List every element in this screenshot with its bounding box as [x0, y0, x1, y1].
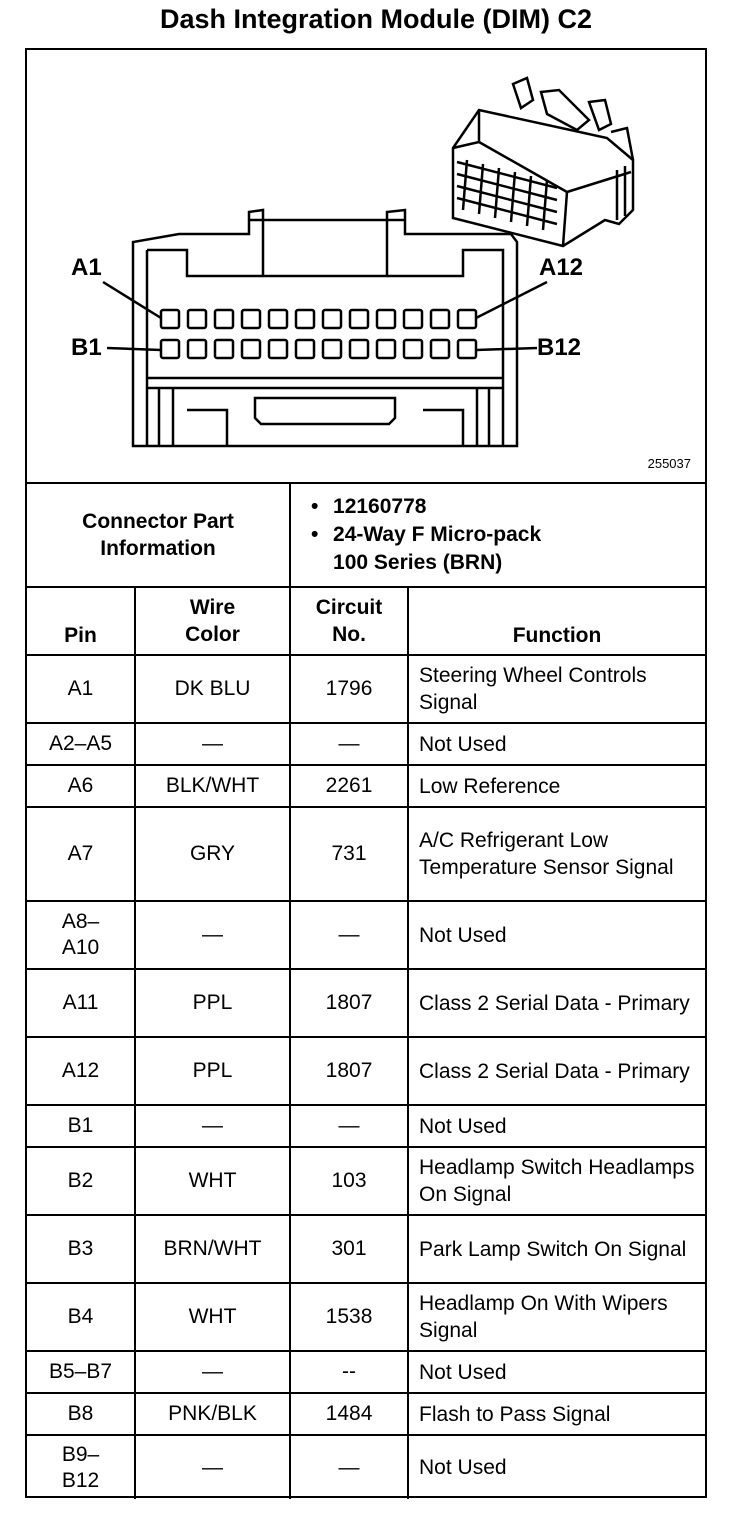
figure-reference-number: 255037	[647, 456, 691, 471]
wire-color-cell: PNK/BLK	[135, 1393, 290, 1435]
table-row	[27, 655, 705, 723]
wire-color-cell: PPL	[135, 1037, 290, 1105]
table-row	[27, 1351, 705, 1393]
table-row	[27, 969, 705, 1037]
connector-type	[311, 521, 705, 549]
connector-type-cont	[333, 549, 705, 577]
wire-color-cell: DK BLU	[135, 655, 290, 723]
pinout-table	[27, 482, 705, 1499]
cavity-a1	[161, 310, 179, 328]
table-row	[27, 1435, 705, 1499]
table-row	[27, 765, 705, 807]
function-cell: Not Used	[408, 1351, 705, 1393]
connector-diagram	[27, 50, 705, 484]
cavity-a11	[431, 310, 449, 328]
pin-cell: B1	[27, 1105, 135, 1147]
cavity-a6	[296, 310, 314, 328]
wire-color-cell: BLK/WHT	[135, 765, 290, 807]
circuit-cell: 731	[290, 807, 408, 901]
page-title: Dash Integration Module (DIM) C2	[160, 4, 592, 34]
circuit-cell: 301	[290, 1215, 408, 1283]
label-a1: A1	[71, 254, 102, 281]
function-cell: Headlamp On With Wipers Signal	[408, 1283, 705, 1351]
circuit-cell: 2261	[290, 765, 408, 807]
table-row	[27, 1215, 705, 1283]
wire-color-cell: WHT	[135, 1147, 290, 1215]
circuit-cell: —	[290, 901, 408, 969]
connector-info-label: Connector Part Information	[27, 483, 290, 587]
circuit-cell: 1796	[290, 655, 408, 723]
cavity-a4	[242, 310, 260, 328]
cavity-b3	[215, 340, 233, 358]
table-row	[27, 1105, 705, 1147]
cavity-b10	[404, 340, 422, 358]
cavity-a12	[458, 310, 476, 328]
function-cell: Not Used	[408, 1435, 705, 1499]
pin-cell: B3	[27, 1215, 135, 1283]
table-row	[27, 723, 705, 765]
pin-cell: B8	[27, 1393, 135, 1435]
pin-cell	[27, 901, 135, 969]
cavity-b2	[188, 340, 206, 358]
table-row	[27, 1147, 705, 1215]
circuit-cell: —	[290, 723, 408, 765]
cavity-b7	[323, 340, 341, 358]
cavity-a5	[269, 310, 287, 328]
bullet: •	[311, 495, 319, 518]
pin-text: B9–B12	[61, 1442, 100, 1492]
pin-cell: A2–A5	[27, 723, 135, 765]
cavity-a8	[350, 310, 368, 328]
pin-cell: A6	[27, 765, 135, 807]
circuit-cell: 1807	[290, 969, 408, 1037]
wire-color-cell: PPL	[135, 969, 290, 1037]
connector-sheet	[25, 48, 707, 1498]
leader-b12	[476, 348, 537, 350]
bullet: •	[311, 523, 319, 546]
wire-color-cell: —	[135, 1105, 290, 1147]
connector-part-number	[311, 493, 705, 521]
pin-cell: A12	[27, 1037, 135, 1105]
wire-color-cell: —	[135, 1351, 290, 1393]
connector-face-drawing	[27, 50, 705, 482]
cavity-a2	[188, 310, 206, 328]
pin-cell: A1	[27, 655, 135, 723]
connector-info-row	[27, 483, 705, 587]
label-b1: B1	[71, 334, 102, 361]
cavity-b12	[458, 340, 476, 358]
function-cell: A/C Refrigerant Low Temperature Sensor Signal	[408, 807, 705, 901]
header-circuit-text: Circuit No.	[315, 596, 383, 646]
circuit-cell: —	[290, 1105, 408, 1147]
cavity-a9	[377, 310, 395, 328]
cavity-b11	[431, 340, 449, 358]
circuit-cell: —	[290, 1435, 408, 1499]
pin-cell: A11	[27, 969, 135, 1037]
cavity-b6	[296, 340, 314, 358]
circuit-cell: 1807	[290, 1037, 408, 1105]
header-circuit-no	[290, 587, 408, 655]
cavity-b1	[161, 340, 179, 358]
connector-info-details	[290, 483, 705, 587]
connector-3d-illustration	[453, 78, 633, 246]
function-cell: Not Used	[408, 1105, 705, 1147]
pin-cell: B5–B7	[27, 1351, 135, 1393]
table-header-row	[27, 587, 705, 655]
circuit-cell: --	[290, 1351, 408, 1393]
cavity-b5	[269, 340, 287, 358]
function-cell: Not Used	[408, 901, 705, 969]
wire-color-cell: WHT	[135, 1283, 290, 1351]
pin-text: A8–A10	[61, 910, 100, 959]
pin-cell: B4	[27, 1283, 135, 1351]
wire-color-cell: —	[135, 901, 290, 969]
table-row	[27, 1393, 705, 1435]
wire-color-cell: —	[135, 1435, 290, 1499]
connector-type-line1: 24-Way F Micro-pack	[333, 523, 542, 546]
label-a12: A12	[539, 254, 584, 281]
circuit-cell: 1538	[290, 1283, 408, 1351]
wire-color-cell: —	[135, 723, 290, 765]
table-row	[27, 807, 705, 901]
function-cell: Class 2 Serial Data - Primary	[408, 969, 705, 1037]
cavity-b4	[242, 340, 260, 358]
function-cell: Low Reference	[408, 765, 705, 807]
header-wire-color-text: Wire Color	[185, 596, 240, 646]
cavity-a3	[215, 310, 233, 328]
table-row	[27, 1037, 705, 1105]
cavity-a10	[404, 310, 422, 328]
header-wire-color	[135, 587, 290, 655]
leader-a12	[476, 282, 547, 318]
cavity-a7	[323, 310, 341, 328]
function-cell: Headlamp Switch Headlamps On Signal	[408, 1147, 705, 1215]
leader-b1	[107, 348, 161, 350]
pin-cell	[27, 1435, 135, 1499]
cavity-b9	[377, 340, 395, 358]
header-function: Function	[408, 587, 705, 655]
pin-cell: A7	[27, 807, 135, 901]
function-cell: Steering Wheel Controls Signal	[408, 655, 705, 723]
function-cell: Not Used	[408, 723, 705, 765]
wire-color-cell: GRY	[135, 807, 290, 901]
cavity-b8	[350, 340, 368, 358]
function-cell: Park Lamp Switch On Signal	[408, 1215, 705, 1283]
circuit-cell: 1484	[290, 1393, 408, 1435]
connector-type-line2: 100 Series (BRN)	[333, 551, 503, 574]
circuit-cell: 103	[290, 1147, 408, 1215]
function-cell: Class 2 Serial Data - Primary	[408, 1037, 705, 1105]
table-row	[27, 901, 705, 969]
pin-cavities	[161, 310, 476, 358]
table-row	[27, 1283, 705, 1351]
label-b12: B12	[537, 334, 582, 361]
part-number-text: 12160778	[333, 495, 427, 518]
header-pin: Pin	[27, 587, 135, 655]
wire-color-cell: BRN/WHT	[135, 1215, 290, 1283]
function-cell: Flash to Pass Signal	[408, 1393, 705, 1435]
pin-cell: B2	[27, 1147, 135, 1215]
